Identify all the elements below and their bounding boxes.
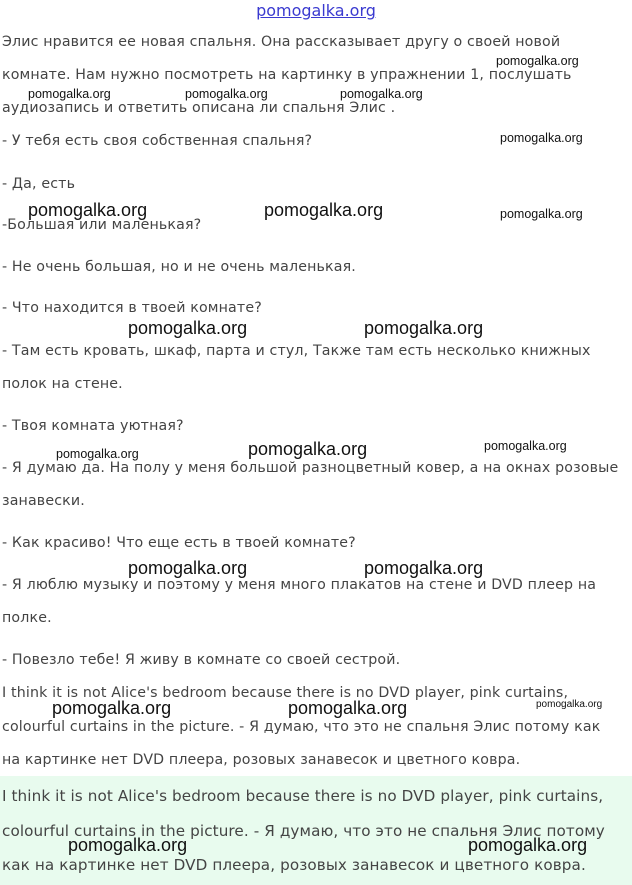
text-line: colourful curtains in the picture. - Я думаю, что это не спальня Элис потому как (2, 719, 601, 735)
answer-line: I think it is not Alice's bedroom because there is no DVD player, pink curtains, (2, 787, 604, 805)
watermark: pomogalka.org (68, 835, 188, 855)
text-line: комнате. Нам нужно посмотреть на картинку в упражнении 1, послушать (2, 67, 572, 83)
text-line: аудиозапись и ответить описана ли спальня Элис . (2, 100, 396, 116)
watermark: pomogalka.org (484, 439, 567, 453)
text-line: -Большая или маленькая? (2, 217, 202, 233)
watermark: pomogalka.org (56, 447, 139, 461)
answer-line: как на картинке нет DVD плеера, розовых занавесок и цветного ковра. (2, 856, 586, 874)
text-line: - Не очень большая, но и не очень маленькая. (2, 259, 356, 275)
text-line: - Да, есть (2, 176, 76, 192)
text-line: полке. (2, 610, 52, 626)
text-line: - Повезло тебе! Я живу в комнате со своей сестрой. (2, 652, 401, 668)
text-line: на картинке нет DVD плеера, розовых занавесок и цветного ковра. (2, 752, 521, 768)
watermark: pomogalka.org (496, 54, 579, 68)
watermark: pomogalka.org (288, 698, 408, 718)
text-line: - Как красиво! Что еще есть в твоей комнате? (2, 535, 356, 551)
watermark: pomogalka.org (364, 558, 484, 578)
watermark: pomogalka.org (364, 318, 484, 338)
site-link[interactable]: pomogalka.org (256, 1, 376, 20)
text-line: занавески. (2, 493, 85, 509)
text-line: I think it is not Alice's bedroom because there is no DVD player, pink curtains, (2, 685, 569, 701)
watermark: pomogalka.org (248, 439, 368, 459)
watermark: pomogalka.org (128, 558, 248, 578)
text-line: - Твоя комната уютная? (2, 418, 184, 434)
watermark: pomogalka.org (536, 699, 603, 710)
text-line: Элис нравится ее новая спальня. Она рассказывает другу о своей новой (2, 34, 561, 50)
watermark: pomogalka.org (340, 87, 423, 101)
text-line: - Там есть кровать, шкаф, парта и стул, Также там есть несколько книжных (2, 343, 591, 359)
text-line: - Что находится в твоей комнате? (2, 300, 262, 316)
text-line: - Я думаю да. На полу у меня большой разноцветный ковер, а на окнах розовые (2, 460, 619, 476)
watermark: pomogalka.org (28, 200, 148, 220)
text-line: полок на стене. (2, 376, 123, 392)
watermark: pomogalka.org (128, 318, 248, 338)
watermark: pomogalka.org (52, 698, 172, 718)
watermark: pomogalka.org (500, 207, 583, 221)
watermark: pomogalka.org (468, 835, 588, 855)
watermark: pomogalka.org (500, 131, 583, 145)
watermark: pomogalka.org (264, 200, 384, 220)
text-line: - Я люблю музыку и поэтому у меня много плакатов на стене и DVD плеер на (2, 577, 597, 593)
text-line: - У тебя есть своя собственная спальня? (2, 133, 313, 149)
watermark: pomogalka.org (185, 87, 268, 101)
watermark: pomogalka.org (28, 87, 111, 101)
answer-line: colourful curtains in the picture. - Я думаю, что это не спальня Элис потому (2, 822, 605, 840)
